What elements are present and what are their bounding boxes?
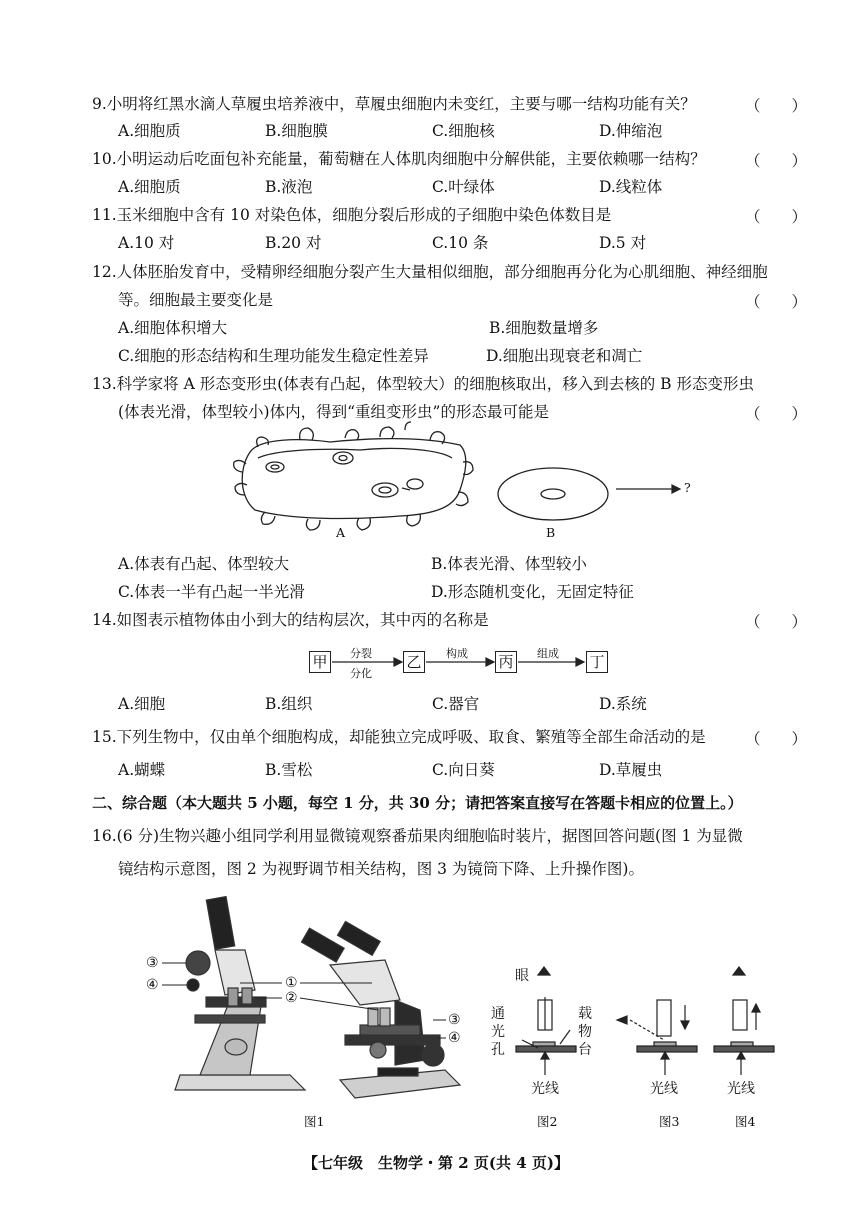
q14-option-a: A.细胞 bbox=[118, 695, 166, 713]
q14-option-d: D.系统 bbox=[599, 695, 647, 713]
q13-option-a: A.体表有凸起、体型较大 bbox=[118, 555, 290, 573]
marker-2: ② bbox=[285, 990, 298, 1006]
arrow3-top-label: 组成 bbox=[537, 647, 559, 660]
fig4-diagram bbox=[714, 967, 774, 1075]
q13-stem-line1: 13.科学家将 A 形态变形虫(体表有凸起，体型较大）的细胞核取出，移入到去核的 B 形态变形虫 bbox=[92, 375, 754, 393]
caption-fig3: 图3 bbox=[659, 1114, 680, 1129]
marker-3-right: ③ bbox=[448, 1012, 461, 1028]
q14-stem: 14.如图表示植物体由小到大的结构层次，其中丙的名称是 bbox=[92, 611, 489, 629]
q12-option-c: C.细胞的形态结构和生理功能发生稳定性差异 bbox=[118, 347, 429, 365]
q10-option-a: A.细胞质 bbox=[118, 178, 181, 196]
q9-option-c: C.细胞核 bbox=[432, 122, 495, 140]
q11-stem: 11.玉米细胞中含有 10 对染色体，细胞分裂后形成的子细胞中染色体数目是 bbox=[92, 206, 612, 224]
box-ding: 丁 bbox=[586, 651, 608, 673]
q12-option-b: B.细胞数量增多 bbox=[489, 319, 599, 337]
q13-fig-label-a: A bbox=[336, 525, 346, 540]
q13-option-b: B.体表光滑、体型较小 bbox=[431, 555, 587, 573]
fig2-aperture-label: 通光孔 bbox=[491, 1006, 505, 1058]
q10-option-d: D.线粒体 bbox=[599, 178, 663, 196]
fig4-light-label: 光线 bbox=[727, 1081, 755, 1097]
q13-option-d: D.形态随机变化，无固定特征 bbox=[431, 583, 634, 601]
fig2-eye-label: 眼 bbox=[515, 968, 529, 984]
q13-fig-label-b: B bbox=[546, 525, 556, 540]
q14-paren: （ ） bbox=[745, 613, 808, 631]
microscope-2 bbox=[302, 921, 460, 1098]
q12-paren: （ ） bbox=[745, 293, 808, 311]
arrow2-top-label: 构成 bbox=[446, 647, 468, 660]
q15-option-b: B.雪松 bbox=[265, 761, 313, 779]
q12-option-d: D.细胞出现衰老和凋亡 bbox=[486, 347, 643, 365]
q12-stem-line1: 12.人体胚胎发育中，受精卵经细胞分裂产生大量相似细胞，部分细胞再分化为心肌细胞、神经细胞 bbox=[92, 263, 768, 281]
q9-option-d: D.伸缩泡 bbox=[599, 122, 663, 140]
arrow1-top-label: 分裂 bbox=[350, 647, 372, 660]
q13-stem-line2: (体表光滑，体型较小)体内，得到“重组变形虫”的形态最可能是 bbox=[118, 403, 549, 421]
marker-4-left: ④ bbox=[146, 977, 159, 993]
box-jia: 甲 bbox=[309, 651, 331, 673]
marker-1: ① bbox=[285, 975, 298, 991]
q11-option-c: C.10 条 bbox=[432, 234, 489, 252]
q14-option-b: B.组织 bbox=[265, 695, 313, 713]
q15-paren: （ ） bbox=[745, 730, 808, 748]
marker-3-left: ③ bbox=[146, 955, 159, 971]
q9-option-b: B.细胞膜 bbox=[265, 122, 328, 140]
q11-option-a: A.10 对 bbox=[118, 234, 175, 252]
box-yi: 乙 bbox=[403, 651, 425, 673]
q13-option-c: C.体表一半有凸起一半光滑 bbox=[118, 583, 305, 601]
page-footer: 【七年级 生物学・第 2 页(共 4 页)】 bbox=[303, 1154, 569, 1172]
q10-option-b: B.液泡 bbox=[265, 178, 313, 196]
q12-stem-line2: 等。细胞最主要变化是 bbox=[118, 291, 274, 309]
q11-option-d: D.5 对 bbox=[599, 234, 647, 252]
q13-fig-question: ? bbox=[684, 480, 691, 495]
q16-line1: 16.(6 分)生物兴趣小组同学利用显微镜观察番茄果肉细胞临时装片，据图回答问题(图 1 为显微 bbox=[92, 827, 743, 845]
fig3-diagram bbox=[617, 1000, 697, 1075]
q10-stem: 10.小明运动后吃面包补充能量，葡萄糖在人体肌肉细胞中分解供能，主要依赖哪一结构？ bbox=[92, 150, 706, 168]
q15-option-d: D.草履虫 bbox=[599, 761, 663, 779]
q14-option-c: C.器官 bbox=[432, 695, 480, 713]
fig3-light-label: 光线 bbox=[650, 1081, 678, 1097]
q9-paren: （ ） bbox=[745, 97, 808, 115]
box-bing: 丙 bbox=[495, 651, 517, 673]
q9-stem: 9.小明将红黑水滴人草履虫培养液中，草履虫细胞内未变红，主要与哪一结构功能有关？ bbox=[92, 95, 696, 113]
q9-option-a: A.细胞质 bbox=[118, 122, 181, 140]
q12-option-a: A.细胞体积增大 bbox=[118, 319, 228, 337]
q16-line2: 镜结构示意图，图 2 为视野调节相关结构，图 3 为镜筒下降、上升操作图)。 bbox=[118, 860, 644, 878]
caption-fig2: 图2 bbox=[537, 1114, 558, 1129]
q11-option-b: B.20 对 bbox=[265, 234, 322, 252]
marker-4-right: ④ bbox=[448, 1030, 461, 1046]
section2-heading: 二、综合题（本大题共 5 小题，每空 1 分，共 30 分；请把答案直接写在答题卡相应的位置上。） bbox=[92, 794, 743, 812]
fig2-stage-label: 载物台 bbox=[578, 1006, 592, 1058]
amoeba-a bbox=[234, 422, 473, 530]
q13-paren: （ ） bbox=[745, 405, 808, 423]
amoeba-b bbox=[498, 468, 608, 520]
caption-fig1: 图1 bbox=[304, 1114, 325, 1129]
arrow-to-question bbox=[616, 485, 680, 493]
q15-stem: 15.下列生物中，仅由单个细胞构成，却能独立完成呼吸、取食、繁殖等全部生命活动的是 bbox=[92, 728, 706, 746]
q10-option-c: C.叶绿体 bbox=[432, 178, 495, 196]
q11-paren: （ ） bbox=[745, 208, 808, 226]
q10-paren: （ ） bbox=[745, 152, 808, 170]
q15-option-c: C.向日葵 bbox=[432, 761, 495, 779]
q15-option-a: A.蝴蝶 bbox=[118, 761, 166, 779]
caption-fig4: 图4 bbox=[735, 1114, 756, 1129]
fig2-light-label: 光线 bbox=[531, 1081, 559, 1097]
arrow1-bottom-label: 分化 bbox=[350, 667, 372, 680]
